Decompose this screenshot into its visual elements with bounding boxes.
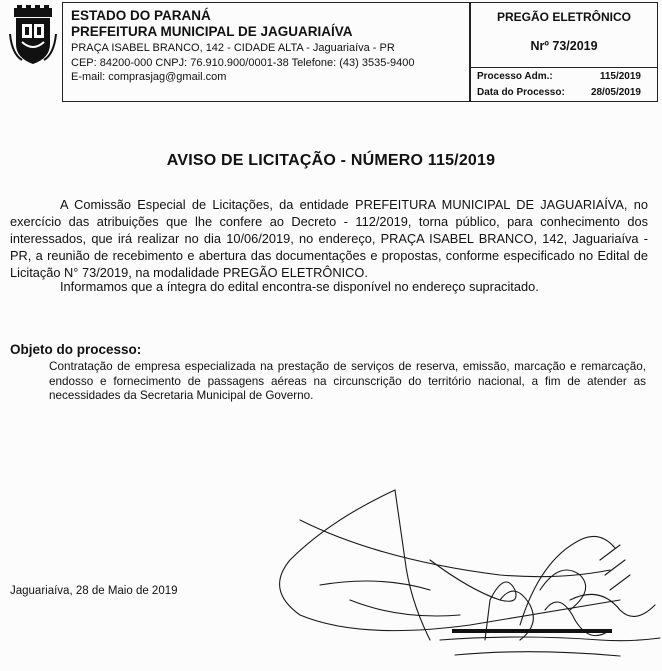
email-line: E-mail: comprasjag@gmail.com (71, 71, 227, 83)
coat-of-arms-icon (8, 4, 58, 66)
notice-info: Informamos que a íntegra do edital encontra-se disponível no endereço supracitado. (60, 279, 539, 294)
modality-title: PREGÃO ELETRÔNICO (496, 10, 631, 24)
process-row-label: Processo Adm.: (477, 71, 553, 82)
process-row-value: 115/2019 (599, 71, 641, 82)
process-row (471, 84, 657, 100)
entity-info-box (62, 2, 470, 102)
place-and-date: Jaguariaíva, 28 de Maio de 2019 (10, 585, 178, 597)
object-text: Contratação de empresa especializada na prestação de serviços de reserva, emissão, marcação e remarcação, endosso e fornecimento de passagens aéreas na circunscrição do território nacional, a fim de atender as necessidades da Secretaria Municipal de Governo. (49, 360, 646, 402)
process-row (471, 68, 657, 84)
municipality-name: PREFEITURA MUNICIPAL DE JAGUARIAÍVA (71, 24, 353, 39)
contacts-line: CEP: 84200-000 CNPJ: 76.910.900/0001-38 Telefone: (43) 3535-9400 (71, 57, 415, 69)
object-heading: Objeto do processo: (10, 342, 142, 357)
notice-paragraph: A Comissão Especial de Licitações, da entidade PREFEITURA MUNICIPAL DE JAGUARIAÍVA, no exercício das atribuições que lhe confere ao Decreto - 112/2019, torna público, para conhecimento dos interessados, que irá realizar no dia 10/06/2019, no endereço, PRAÇA ISABEL BRANCO, 142, Jaguariaíva - PR, a reunião de recebimento e abertura das documentações e propostas, conforme especificado no Edital de Licitação N° 73/2019, na modalidade PREGÃO ELETRÔNICO. (10, 197, 648, 280)
address-line: PRAÇA ISABEL BRANCO, 142 - CIDADE ALTA - Jaguariaíva - PR (71, 42, 395, 54)
process-row-value: 28/05/2019 (590, 87, 641, 98)
process-info-box (470, 2, 658, 102)
document-header (0, 0, 662, 104)
state-name: ESTADO DO PARANÁ (71, 8, 211, 23)
process-rows (471, 67, 657, 100)
process-row-label: Data do Processo: (477, 87, 565, 98)
notice-title: AVISO DE LICITAÇÃO - NÚMERO 115/2019 (166, 152, 496, 169)
process-number: Nrº 73/2019 (530, 39, 598, 53)
